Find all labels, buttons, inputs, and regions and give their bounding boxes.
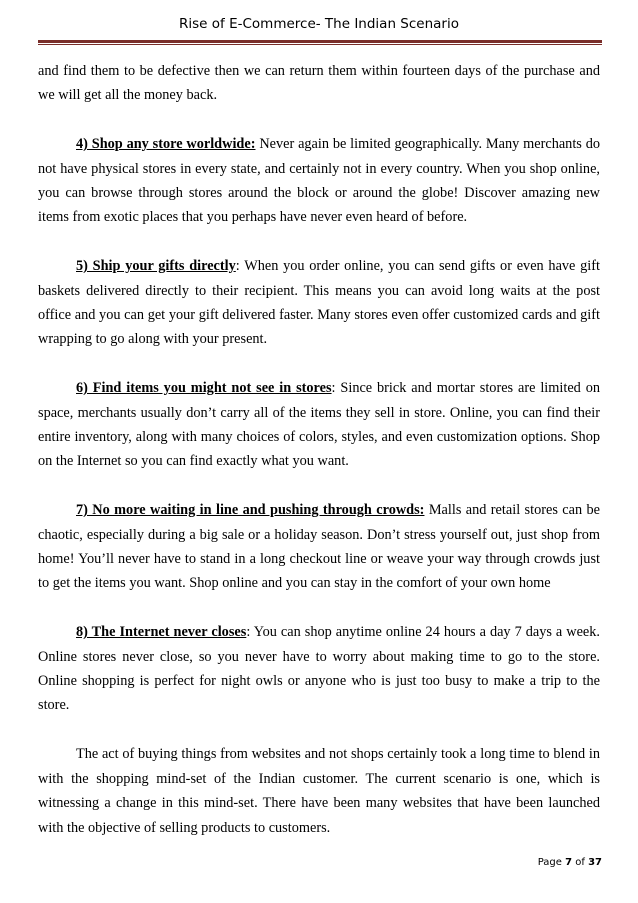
paragraph-no-waiting xyxy=(38,498,600,596)
header-rule-thick xyxy=(38,40,602,43)
paragraph-indian-scenario xyxy=(38,742,600,840)
of-label: of xyxy=(575,857,585,868)
paragraph-text: Malls and retail stores can be chaotic, especially during a big sale or a holiday season. Don’t stress yourself out, just shop from home! You’ll never have to stand in a long checkout line or weave your way through crowds just to get the items you want. Shop online and you can stay in the comfort of your own home xyxy=(38,502,600,592)
total-pages: 37 xyxy=(588,857,602,868)
paragraph-text: : You can shop anytime online 24 hours a day 7 days a week. Online stores never close, so you never have to worry about making time to go to the store. Online shopping is perfect for night owls or anyone who is just too busy to make a trip to the store. xyxy=(38,624,601,714)
paragraph-text: and find them to be defective then we can return them within fourteen days of the purchase and we will get all the money back. xyxy=(38,63,600,104)
document-body xyxy=(38,59,600,840)
paragraph-text: : When you order online, you can send gifts or even have gift baskets delivered directly to their recipient. This means you can avoid long waits at the post office and you can get your gift delivered faster. Many stores even offer customized cards and gift wrapping to go along with your present. xyxy=(38,258,600,348)
paragraph-heading: 8) The Internet never closes xyxy=(76,624,247,641)
paragraph-heading: 7) No more waiting in line and pushing through crowds: xyxy=(76,502,425,519)
page-number: 7 xyxy=(565,857,573,868)
paragraph-text: Never again be limited geographically. Many merchants do not have physical stores in every state, and certainly not in every country. When you shop online, you can browse through stores around the block or around the globe! Discover amazing new items from exotic places that you perhaps have never even heard of before. xyxy=(38,136,600,226)
paragraph-shop-any-store xyxy=(38,132,600,230)
paragraph-continued xyxy=(38,59,600,108)
header-rule-thin xyxy=(38,44,602,45)
paragraph-ship-gifts xyxy=(38,254,600,352)
paragraph-heading: 4) Shop any store worldwide: xyxy=(76,136,256,153)
page-header-title: Rise of E-Commerce- The Indian Scenario xyxy=(179,16,459,32)
paragraph-text: The act of buying things from websites and not shops certainly took a long time to blend in with the shopping mind-set of the Indian customer. The current scenario is one, which is witnessing a change in this mind-set. There have been many websites that have been launched with the objective of selling products to customers. xyxy=(38,746,600,836)
paragraph-find-items xyxy=(38,376,600,474)
paragraph-heading: 5) Ship your gifts directly xyxy=(76,258,236,275)
page-label: Page xyxy=(537,857,562,868)
paragraph-heading: 6) Find items you might not see in stores xyxy=(76,380,332,397)
page-footer xyxy=(0,857,602,868)
paragraph-internet-never-closes xyxy=(38,620,600,718)
paragraph-text: : Since brick and mortar stores are limited on space, merchants usually don’t carry all of the items they sell in store. Online, you can find their entire inventory, along with many choices of colors, styles, and even customization options. Shop on the Internet so you can find exactly what you want. xyxy=(38,380,600,470)
